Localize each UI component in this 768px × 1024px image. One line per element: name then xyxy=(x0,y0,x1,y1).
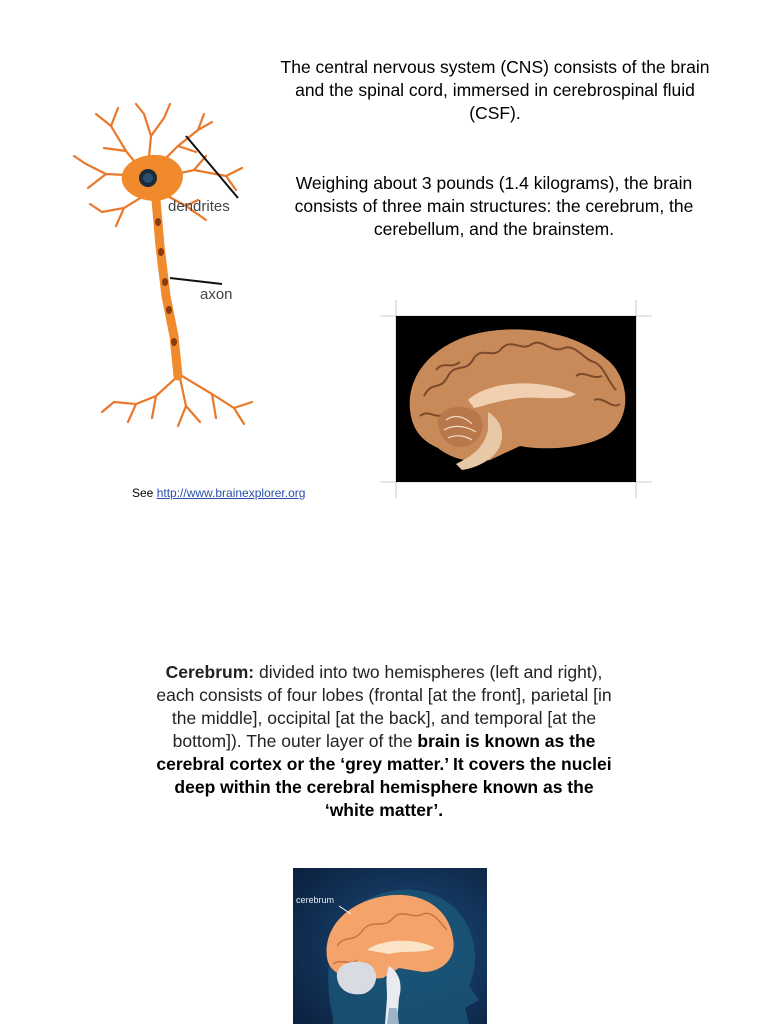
cerebrum-text-bold: brain is known as the cerebral cortex or the ‘grey matter.’ It covers the nuclei deep within the cerebral hemisphere known as the ‘white matter’. xyxy=(156,731,612,820)
neuron-diagram xyxy=(66,96,258,444)
brain-weight-paragraph: Weighing about 3 pounds (1.4 kilograms), the brain consists of three main structures: the cerebrum, the cerebellum, and the brainstem. xyxy=(294,173,694,239)
see-reference xyxy=(132,485,305,501)
cerebrum-paragraph xyxy=(150,661,618,822)
brainexplorer-link[interactable]: http://www.brainexplorer.org xyxy=(156,486,306,500)
brain-section-photo xyxy=(380,300,652,498)
dendrites-label: dendrites xyxy=(168,198,230,215)
cerebrum-heading: Cerebrum: xyxy=(165,662,255,682)
cns-intro-paragraph: The central nervous system (CNS) consists of the brain and the spinal cord, immersed in cerebrospinal fluid (CSF). xyxy=(280,57,710,123)
cerebrum-text: divided into two hemispheres (left and right), each consists of four lobes (frontal [at the front], parietal [in the middle], occipital [at the back], and temporal [at the bottom]). The outer layer of the xyxy=(156,662,612,751)
mri-cerebrum-label: cerebrum xyxy=(296,895,335,905)
axon-label: axon xyxy=(200,286,233,303)
see-prefix: See xyxy=(132,486,157,500)
brain-mri-illustration xyxy=(293,868,487,1024)
